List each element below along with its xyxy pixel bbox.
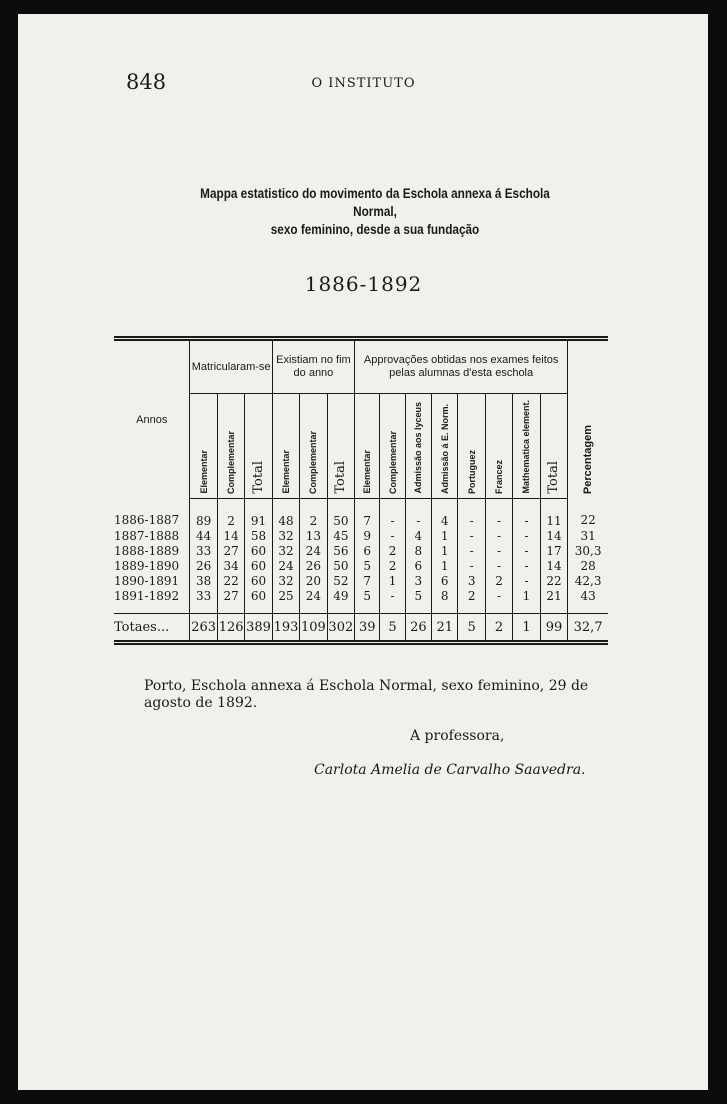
percent-header: Percentagem	[568, 339, 608, 499]
signature: Carlota Amelia de Carvalho Saavedra.	[314, 762, 586, 778]
title-line-1: Mappa estatistico do movimento da Eschola annexa á Eschola Normal,	[200, 185, 550, 219]
statistics-table	[114, 336, 608, 645]
col-a-total: Total	[540, 394, 568, 499]
table-row: 1889-1890 26 34 60 24 26 50 5 2 6 1 - - - 14 28	[114, 558, 608, 573]
group-matricularam: Matricularam-se	[190, 339, 272, 394]
col-a-elementar: Elementar	[355, 394, 380, 499]
signer-role: A professora,	[410, 728, 505, 744]
table-row: 1891-1892 33 27 60 25 24 49 5 - 5 8 2 - 1 21 43	[114, 588, 608, 614]
table-title	[178, 184, 573, 238]
table-row: 1888-1889 33 27 60 32 24 56 6 2 8 1 - - - 17 30,3	[114, 543, 608, 558]
period-heading: 1886-1892	[304, 272, 423, 296]
table-row: 1887-1888 44 14 58 32 13 45 9 - 4 1 - - - 14 31	[114, 528, 608, 543]
col-a-escola-normal: Admissão á E. Norm.	[432, 394, 458, 499]
col-e-elementar: Elementar	[272, 394, 299, 499]
running-head: O INSTITUTO	[311, 76, 416, 91]
col-a-portuguez: Portuguez	[458, 394, 485, 499]
col-m-elementar: Elementar	[190, 394, 217, 499]
col-a-francez: Francez	[485, 394, 512, 499]
col-a-complementar: Complementar	[380, 394, 405, 499]
table-row: 1886-1887 89 2 91 48 2 50 7 - - 4 - - - 11 22	[114, 499, 608, 529]
totals-row: Totaes... 263 126 389 193 109 302 39 5 26 21 5 2 1 99 32,7	[114, 614, 608, 643]
col-m-complementar: Complementar	[217, 394, 244, 499]
col-a-lyceus: Admissão aos lyceus	[405, 394, 431, 499]
table-row: 1890-1891 38 22 60 32 20 52 7 1 3 6 3 2 - 22 42,3	[114, 573, 608, 588]
col-e-complementar: Complementar	[300, 394, 327, 499]
group-existiam: Existiam no fim do anno	[272, 339, 354, 394]
col-e-total: Total	[327, 394, 354, 499]
page-number: 848	[126, 70, 167, 94]
col-m-total: Total	[245, 394, 272, 499]
col-a-mathematica: Mathematica element.	[513, 394, 540, 499]
title-line-2: sexo feminino, desde a sua fundação	[270, 221, 480, 237]
group-approvacoes: Approvações obtidas nos exames feitos pelas alumnas d'esta eschola	[355, 339, 568, 394]
place-date: Porto, Eschola annexa á Eschola Normal, sexo feminino, 29 de agosto de 1892.	[144, 678, 589, 711]
years-header: Annos	[136, 413, 168, 426]
